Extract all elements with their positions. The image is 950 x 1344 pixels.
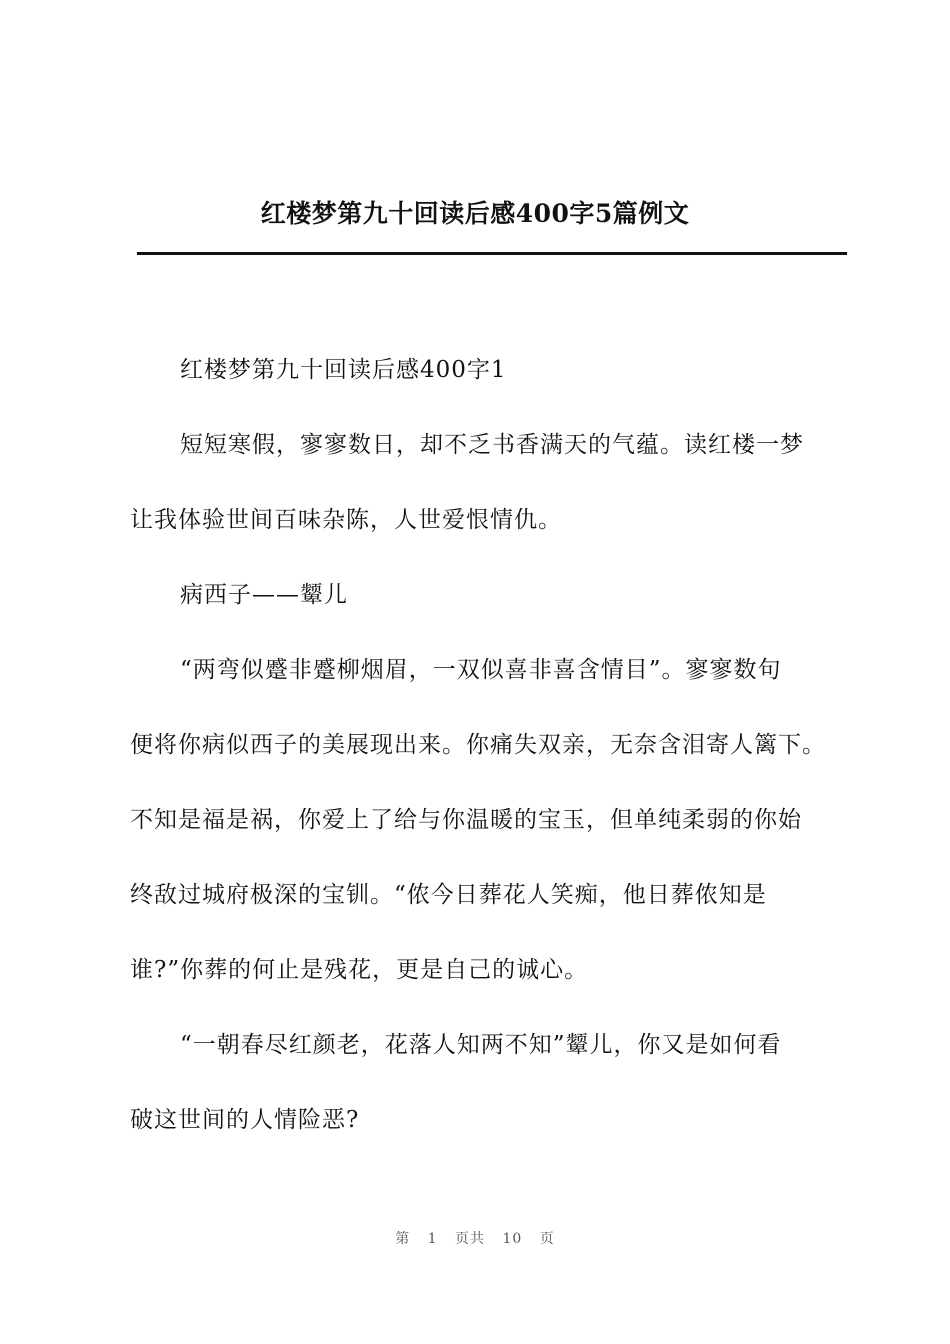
footer-prefix: 第	[395, 1231, 411, 1247]
footer-mid: 页共	[455, 1231, 486, 1247]
paragraph-line: “一朝春尽红颜老，花落人知两不知”颦儿，你又是如何看	[180, 1032, 782, 1058]
paragraph-line: 短短寒假，寥寥数日，却不乏书香满天的气蕴。读红楼一梦	[180, 432, 804, 458]
paragraph-line: 谁?”你葬的何止是残花，更是自己的诚心。	[130, 957, 589, 983]
footer-suffix: 页	[539, 1231, 555, 1247]
page-footer	[0, 1229, 950, 1249]
title-underline	[137, 252, 847, 255]
paragraph-line: 破这世间的人情险恶?	[130, 1107, 360, 1133]
paragraph-line: 让我体验世间百味杂陈，人世爱恨情仇。	[130, 507, 562, 533]
document-title: 红楼梦第九十回读后感400字5篇例文	[260, 199, 690, 228]
paragraph-line: “两弯似蹙非蹙柳烟眉，一双似喜非喜含情目”。寥寥数句	[180, 657, 782, 683]
paragraph-line: 终敌过城府极深的宝钏。“侬今日葬花人笑痴，他日葬侬知是	[130, 882, 767, 908]
paragraph-line: 不知是福是祸，你爱上了给与你温暖的宝玉，但单纯柔弱的你始	[130, 807, 802, 833]
paragraph-line: 便将你病似西子的美展现出来。你痛失双亲，无奈含泪寄人篱下。	[130, 732, 826, 758]
subheading-line: 病西子——颦儿	[180, 582, 348, 608]
footer-total-pages: 10	[502, 1231, 523, 1247]
section-heading: 红楼梦第九十回读后感400字1	[180, 357, 507, 383]
footer-current-page: 1	[427, 1231, 438, 1247]
